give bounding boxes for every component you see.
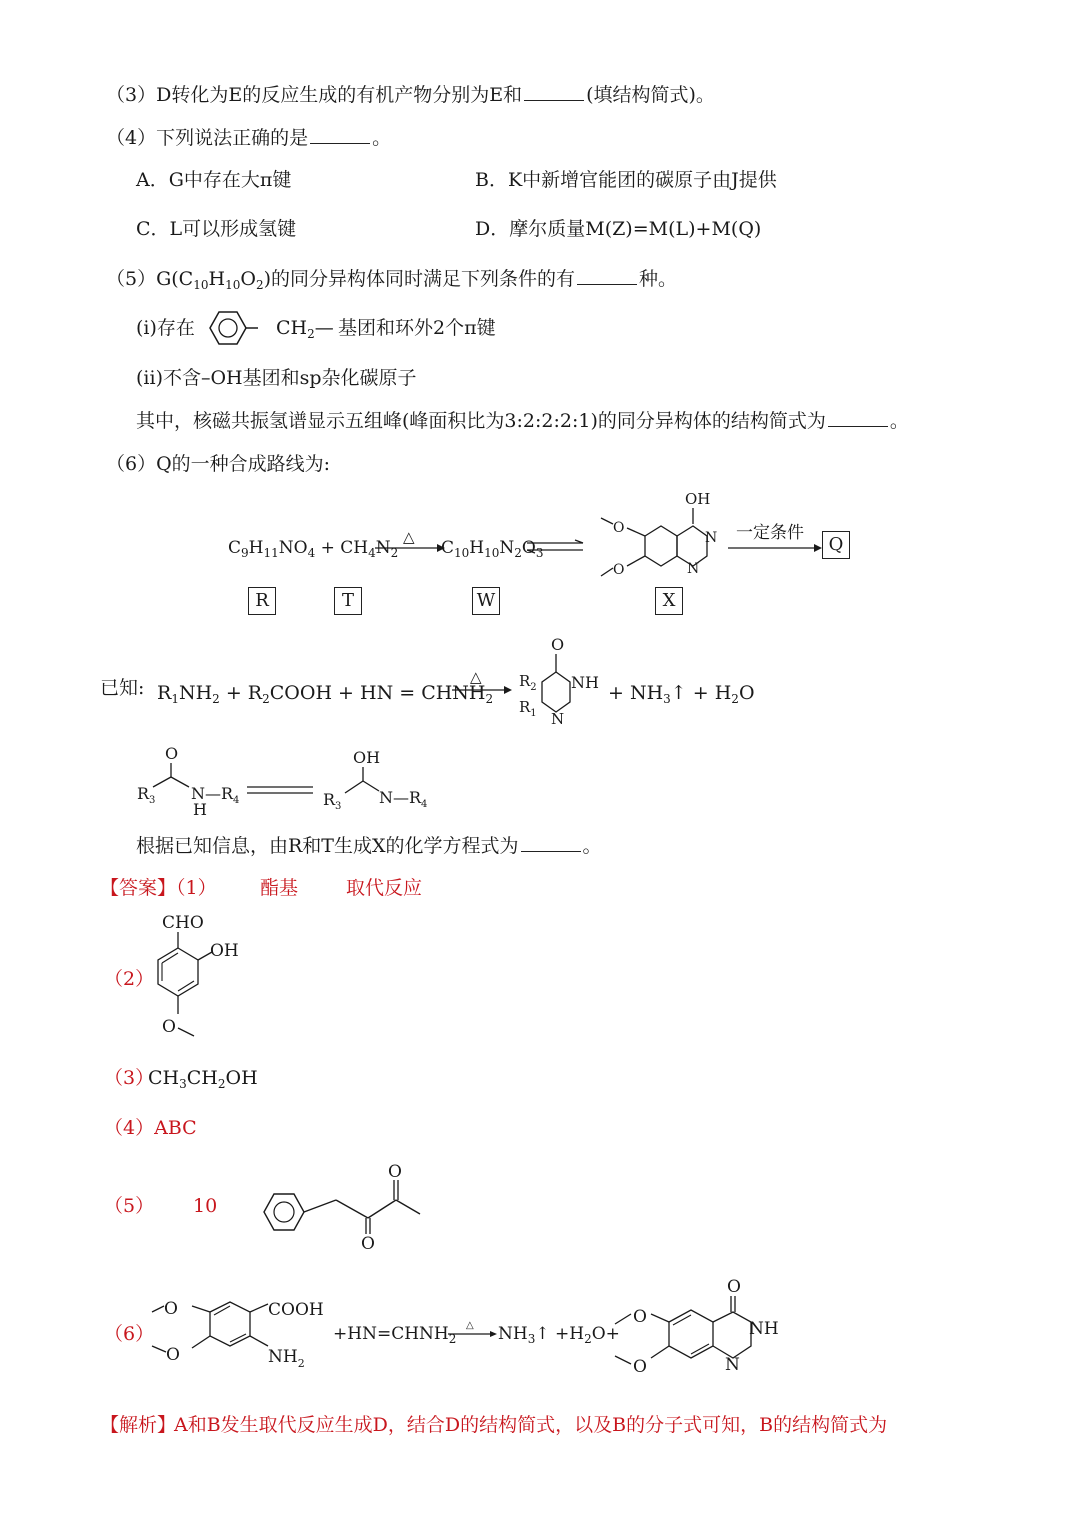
answer-6-arrow xyxy=(448,1318,498,1342)
reaction-arrow xyxy=(375,528,445,558)
svg-text:NH: NH xyxy=(749,1319,779,1339)
answer-1-value-1: 酯基 xyxy=(260,877,299,899)
nmr-question: 其中，核磁共振氢谱显示五组峰(峰面积比为3:2:2:2:1)的同分异构体的结构简式为 。 xyxy=(136,410,909,432)
answer-6-reactant-structure xyxy=(140,1290,340,1375)
svg-text:O: O xyxy=(361,1234,375,1254)
condition-i-text: 基团和环外2个π键 xyxy=(338,317,496,339)
answer-blank xyxy=(524,84,584,101)
analysis-label: 【解析】 xyxy=(100,1414,177,1436)
svg-text:O: O xyxy=(727,1277,741,1297)
answer-2-structure xyxy=(140,910,250,1040)
svg-text:N: N xyxy=(725,1355,740,1375)
option-a: A．G中存在大π键 xyxy=(136,169,292,191)
option-b: B．K中新增官能团的碳原子由J提供 xyxy=(475,169,777,191)
answer-1: 【答案】（1） xyxy=(100,877,217,899)
answer-blank xyxy=(828,410,888,427)
svg-text:N: N xyxy=(191,784,205,803)
label-r: R xyxy=(248,587,276,615)
svg-text:NH2: $NH_2$ xyxy=(268,1347,305,1370)
amide-tautomer xyxy=(135,745,445,820)
svg-text:—R4: $—R_4$ xyxy=(205,784,240,806)
answer-6-number: （6） xyxy=(104,1323,155,1345)
known-equation: $R_1NH_2$ + $R_2COOH$ + HN = $CHNH_2$ xyxy=(157,682,494,706)
svg-text:R2: $R_2$ xyxy=(519,672,537,693)
answer-4: （4）ABC xyxy=(104,1117,197,1139)
svg-text:R3: $R_3$ xyxy=(137,784,156,806)
svg-text:N: N xyxy=(551,710,565,728)
answer-3-value: $CH_3CH_2OH$ xyxy=(148,1067,258,1091)
option-c: C．L可以形成氢键 xyxy=(136,218,297,240)
pyrimidinone-product xyxy=(515,632,610,727)
svg-text:N—R4: $N—R_4$ xyxy=(379,788,428,810)
svg-text:COOH: COOH xyxy=(268,1300,324,1320)
quinazoline-structure-x xyxy=(585,488,725,583)
svg-text:△: △ xyxy=(470,668,482,686)
option-d: D．摩尔质量M(Z)=M(L)+M(Q) xyxy=(475,218,762,240)
answer-6-reagent: $+HN=CHNH_2$ xyxy=(333,1324,457,1346)
svg-text:NH: NH xyxy=(571,673,599,692)
label-w: W xyxy=(472,587,500,615)
svg-text:N: N xyxy=(687,561,700,577)
question-4: （4）下列说法正确的是 。 xyxy=(106,127,392,149)
svg-text:OH: OH xyxy=(353,748,381,767)
condition-i-prefix: (i)存在 xyxy=(136,317,195,339)
benzene-ring-icon xyxy=(198,303,258,353)
route-intermediate-w: $C_{10}H_{10}N_2O_3$ xyxy=(441,538,544,560)
route-reactants: $C_9H_{11}NO_4 + CH_4N_2$ xyxy=(228,538,399,560)
ch2-group: $CH_2—$ xyxy=(276,317,334,341)
svg-text:R1: $R_1$ xyxy=(519,698,537,719)
answer-blank xyxy=(521,835,581,852)
svg-text:O: O xyxy=(388,1162,402,1182)
answer-1-value-2: 取代反应 xyxy=(346,877,423,899)
known-products: + $NH_3↑ + H_2O$ xyxy=(608,682,755,706)
svg-text:O: O xyxy=(551,635,565,654)
svg-text:OH: OH xyxy=(685,490,711,508)
svg-text:O: O xyxy=(633,1357,647,1377)
known-label: 已知: xyxy=(100,677,145,699)
svg-text:CHO: CHO xyxy=(162,913,204,933)
answer-6-products: $NH_3↑ +H_2O+$ xyxy=(498,1324,620,1346)
svg-text:△: △ xyxy=(466,1320,474,1331)
question-3: （3）D转化为E的反应生成的有机产物分别为E和 (填结构简式)。 xyxy=(106,84,715,106)
svg-text:△: △ xyxy=(403,528,415,546)
svg-text:R3: $R_3$ xyxy=(323,790,342,812)
condition-ii: (ii)不含–OH基团和sp杂化碳原子 xyxy=(136,367,417,389)
analysis-text: A和B发生取代反应生成D，结合D的结构简式，以及B的分子式可知，B的结构简式为 xyxy=(174,1414,888,1436)
answer-5-number: （5） xyxy=(104,1195,155,1217)
equilibrium-arrow xyxy=(525,540,585,554)
question-5: $(5)G(C_{10}H_{10}O_2)$的同分异构体同时满足下列条件的有 种。 xyxy=(106,268,678,292)
svg-text:O: O xyxy=(613,562,625,578)
answer-5-structure xyxy=(258,1160,428,1255)
label-x: X xyxy=(655,587,683,615)
svg-text:O: O xyxy=(613,520,625,536)
answer-3-number: （3） xyxy=(104,1067,155,1089)
condition-arrow xyxy=(728,522,823,558)
svg-text:N: N xyxy=(705,530,718,546)
answer-blank xyxy=(577,268,637,285)
svg-text:O: O xyxy=(633,1307,647,1327)
svg-text:O: O xyxy=(165,744,179,763)
label-q: Q xyxy=(822,531,850,559)
svg-text:O: O xyxy=(164,1299,178,1319)
answer-5-value: 10 xyxy=(193,1195,218,1217)
question-6: （6）Q的一种合成路线为: xyxy=(106,453,331,475)
known-arrow xyxy=(452,668,512,698)
label-t: T xyxy=(334,587,362,615)
answer-2-number: （2） xyxy=(104,968,155,990)
svg-text:H: H xyxy=(193,800,207,819)
svg-text:O: O xyxy=(162,1017,176,1037)
answer-blank xyxy=(310,127,370,144)
answer-6-product-structure xyxy=(605,1272,790,1382)
svg-text:一定条件: 一定条件 xyxy=(736,523,804,543)
svg-text:OH: OH xyxy=(210,941,239,961)
svg-text:O: O xyxy=(166,1345,180,1365)
q6-ask: 根据已知信息，由R和T生成X的化学方程式为 。 xyxy=(136,835,602,857)
